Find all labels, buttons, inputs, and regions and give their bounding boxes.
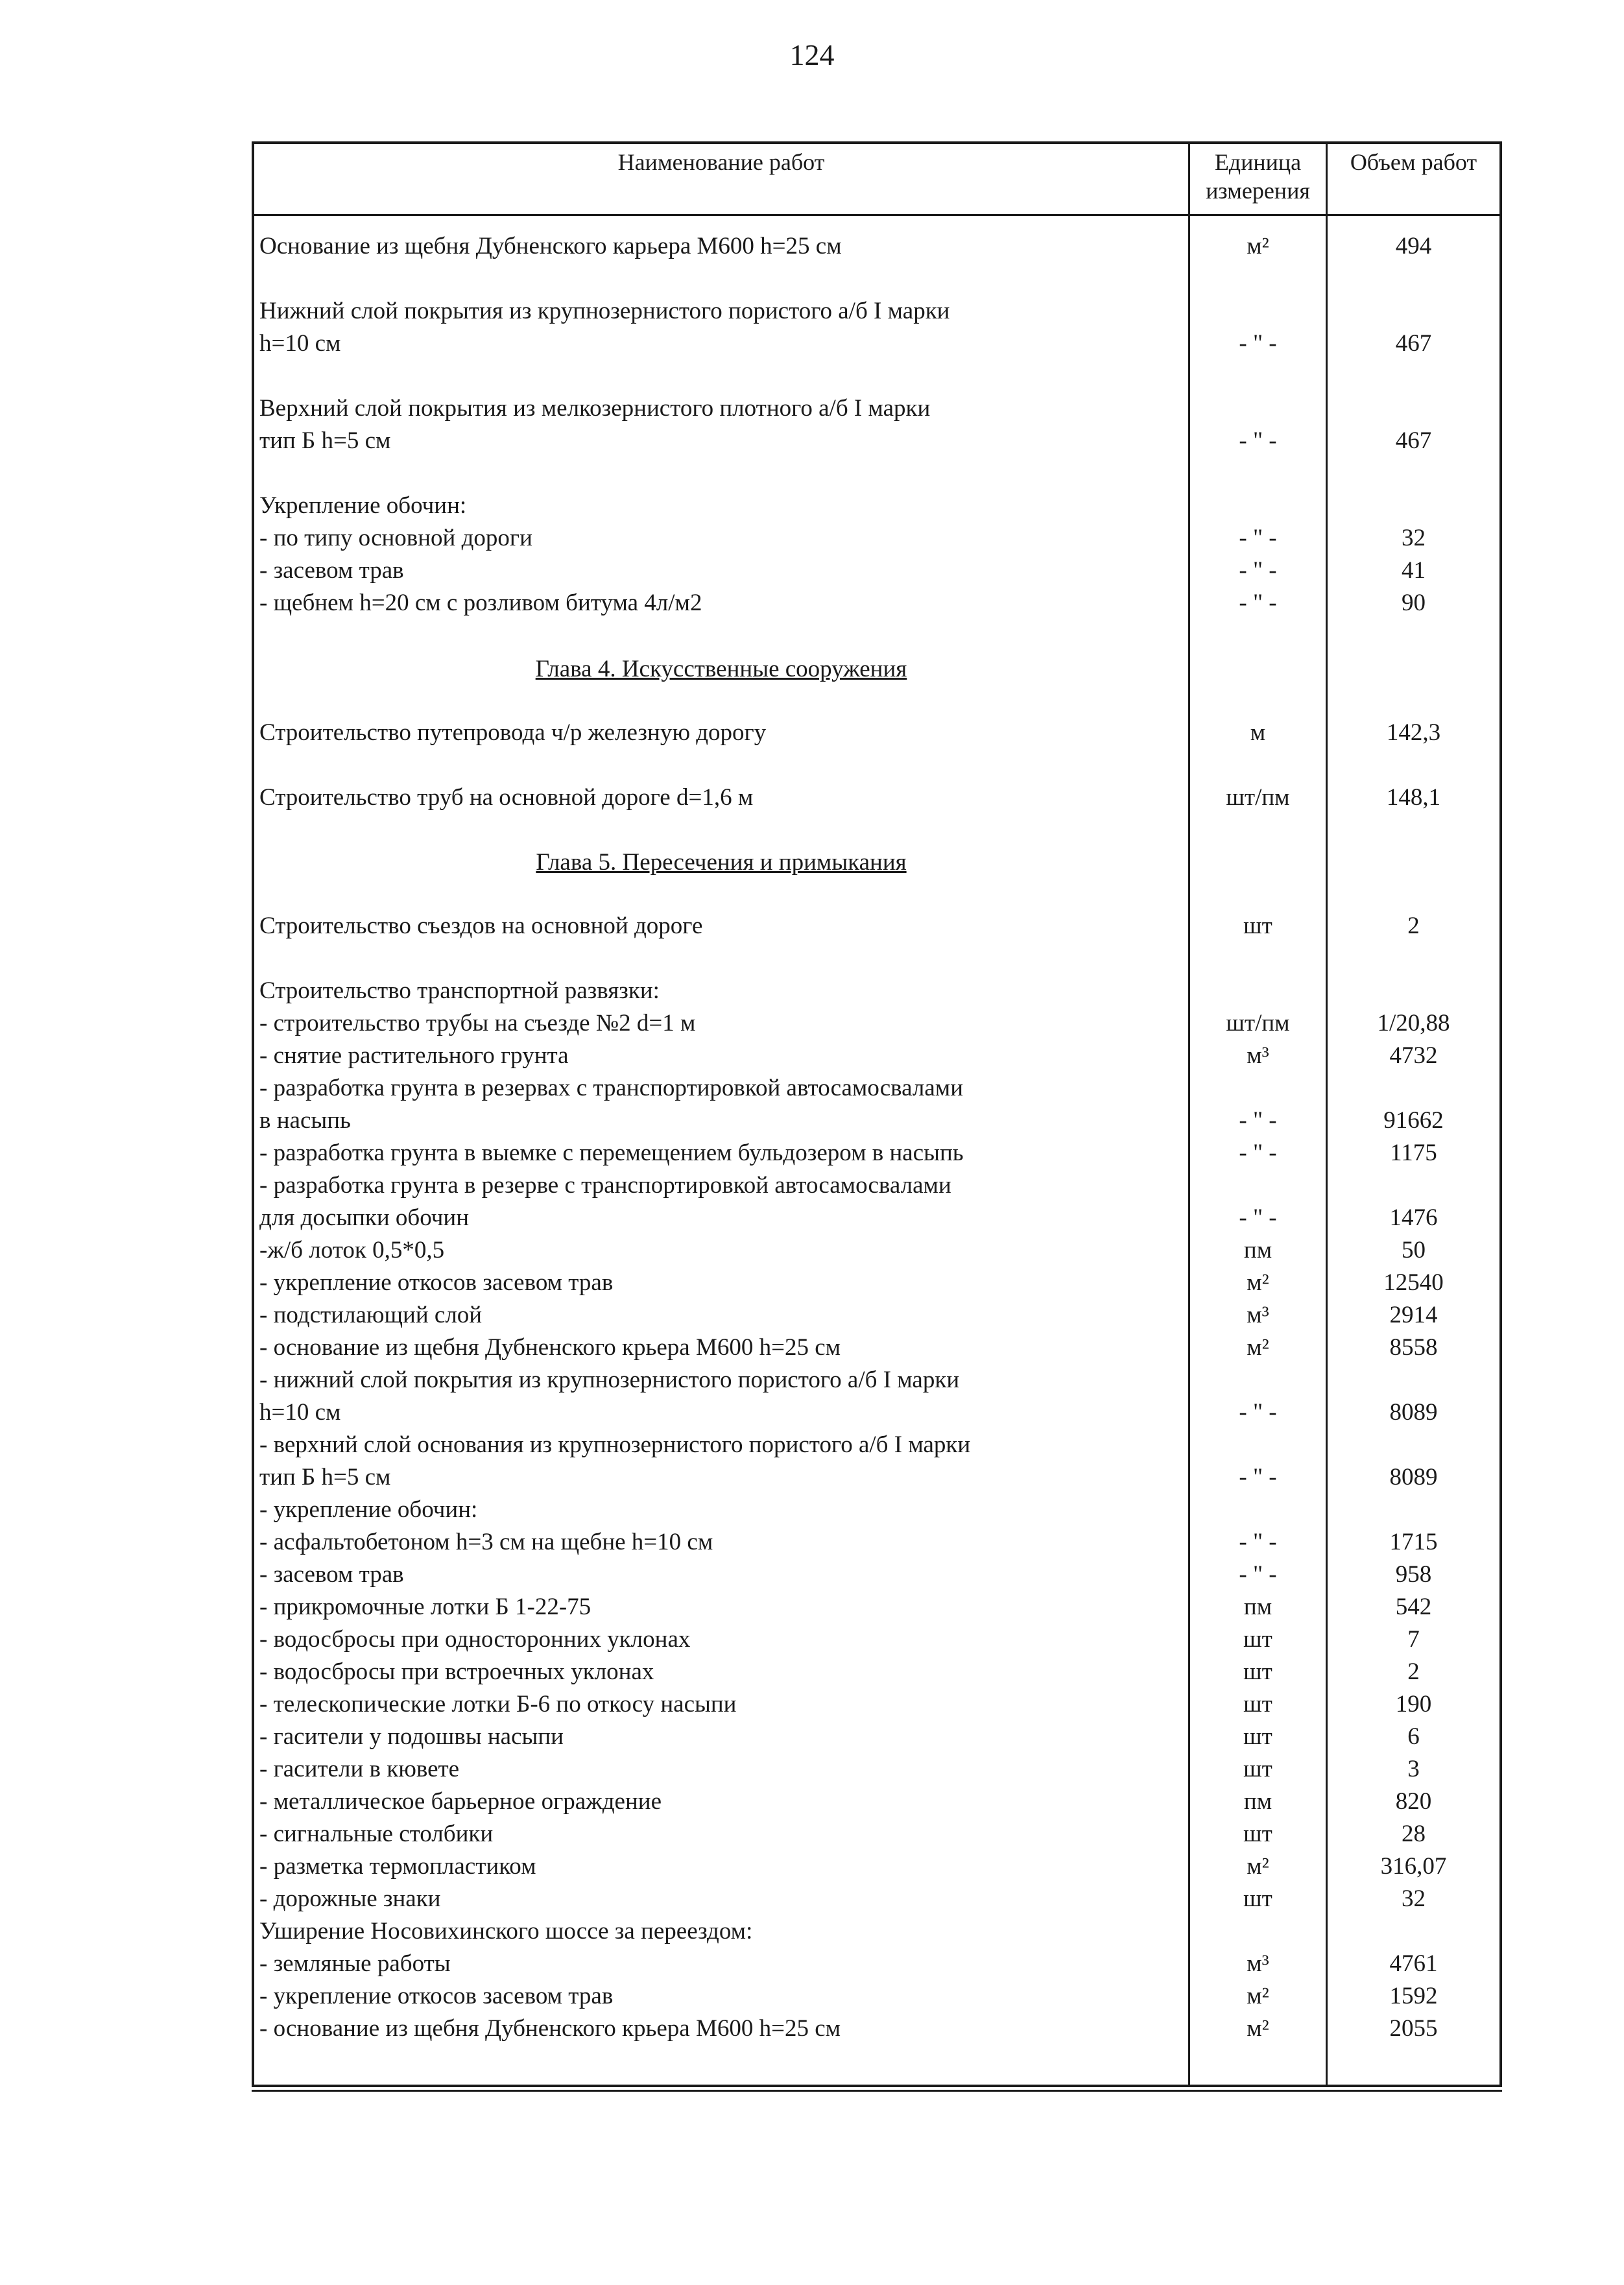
table-row [254,1332,1499,1364]
cell-name: Строительство путепровода ч/р железную дорогу [259,719,767,746]
cell-name: h=10 см [259,1399,341,1426]
cell-name: - разработка грунта в резерве с транспортировкой автосамосвалами [259,1172,951,1199]
cell-volume: 91662 [1383,1107,1444,1134]
table-row [254,555,1499,587]
cell-unit: - " - [1239,1204,1277,1231]
table-row [254,522,1499,555]
cell-name: Глава 5. Пересечения и примыкания [536,849,907,876]
cell-volume: 12540 [1383,1269,1444,1296]
chapter-heading [254,653,1499,686]
cell-volume: 316,07 [1380,1853,1447,1880]
cell-volume: 467 [1395,427,1432,454]
cell-name: - дорожные знаки [259,1885,441,1912]
table-row [254,1072,1499,1105]
cell-unit: м² [1247,1983,1269,2009]
table-row [254,2013,1499,2045]
cell-name: - снятие растительного грунта [259,1042,569,1069]
table-row [254,910,1499,942]
cell-unit: шт [1243,1821,1272,1847]
cell-name: - асфальтобетоном h=3 см на щебне h=10 см [259,1529,713,1555]
cell-unit: шт [1243,1723,1272,1750]
cell-unit: шт [1243,1885,1272,1912]
cell-unit: - " - [1239,427,1277,454]
cell-volume: 4761 [1389,1950,1438,1977]
cell-unit: - " - [1239,590,1277,616]
cell-unit: - " - [1239,1529,1277,1555]
cell-name: тип Б h=5 см [259,1464,391,1490]
cell-name: тип Б h=5 см [259,427,391,454]
cell-volume: 1/20,88 [1377,1010,1450,1036]
table-row [254,587,1499,619]
cell-volume: 90 [1402,590,1426,616]
cell-name: - верхний слой основания из крупнозернистого пористого а/б I марки [259,1431,971,1458]
table-row [254,230,1499,263]
header-name: Наименование работ [617,149,825,175]
cell-volume: 958 [1395,1561,1432,1588]
cell-volume: 1175 [1390,1140,1437,1166]
table-row [254,1591,1499,1623]
table-row [254,1429,1499,1461]
cell-volume: 6 [1407,1723,1420,1750]
table-row [254,1883,1499,1915]
cell-volume: 3 [1407,1756,1420,1782]
cell-name: Строительство съездов на основной дороге [259,913,703,939]
table-row [254,1137,1499,1169]
cell-unit: шт [1243,1626,1272,1653]
cell-name: Нижний слой покрытия из крупнозернистого пористого а/б I марки [259,298,950,324]
header-volume: Объем работ [1350,149,1477,175]
cell-unit: шт [1243,913,1272,939]
cell-name: - основание из щебня Дубненского крьера М600 h=25 см [259,2015,841,2042]
cell-unit: м² [1247,1334,1269,1361]
cell-unit: - " - [1239,1140,1277,1166]
table-row [254,1364,1499,1396]
cell-volume: 148,1 [1386,784,1441,811]
cell-name: в насыпь [259,1107,351,1134]
cell-name: h=10 см [259,330,341,357]
cell-name: Уширение Носовихинского шоссе за переездом: [259,1918,753,1944]
cell-unit: пм [1243,1594,1272,1620]
cell-volume: 2055 [1389,2015,1438,2042]
cell-volume: 467 [1395,330,1432,357]
header-unit: Единица измерения [1206,149,1310,204]
cell-unit: - " - [1239,1561,1277,1588]
table-row [254,1818,1499,1850]
cell-volume: 2 [1407,1658,1420,1685]
table-row [254,1105,1499,1137]
table-row [254,1948,1499,1980]
cell-name: - разметка термопластиком [259,1853,536,1880]
cell-name: - разработка грунта в резервах с транспортировкой автосамосвалами [259,1075,963,1101]
cell-volume: 142,3 [1386,719,1441,746]
table-row [254,975,1499,1007]
table-row [254,1461,1499,1494]
works-table [252,141,1502,2087]
table-row [254,1721,1499,1753]
table-row [254,1396,1499,1429]
cell-name: Верхний слой покрытия из мелкозернистого плотного а/б I марки [259,395,931,422]
cell-name: Строительство транспортной развязки: [259,977,660,1004]
table-row [254,1267,1499,1299]
cell-unit: шт [1243,1691,1272,1717]
cell-name: - щебнем h=20 см с розливом битума 4л/м2 [259,590,702,616]
cell-volume: 4732 [1389,1042,1438,1069]
table-row [254,1007,1499,1040]
table-row [254,1202,1499,1234]
cell-volume: 8089 [1389,1464,1438,1490]
table-row [254,1753,1499,1786]
cell-unit: шт/пм [1226,1010,1290,1036]
cell-volume: 820 [1395,1788,1432,1815]
chapter-heading [254,846,1499,879]
cell-unit: - " - [1239,557,1277,584]
cell-unit: м² [1247,233,1269,259]
cell-name: - засевом трав [259,1561,404,1588]
cell-volume: 8089 [1389,1399,1438,1426]
cell-volume: 494 [1395,233,1432,259]
table-row [254,490,1499,522]
cell-unit: - " - [1239,525,1277,551]
cell-name: Глава 4. Искусственные сооружения [535,656,907,682]
cell-unit: пм [1243,1237,1272,1263]
cell-volume: 542 [1395,1594,1432,1620]
cell-unit: - " - [1239,1107,1277,1134]
table-row [254,1299,1499,1332]
cell-name: - укрепление откосов засевом трав [259,1269,614,1296]
cell-volume: 28 [1402,1821,1426,1847]
cell-name: - строительство трубы на съезде №2 d=1 м [259,1010,696,1036]
table-row [254,1850,1499,1883]
cell-volume: 41 [1402,557,1426,584]
cell-name: - по типу основной дороги [259,525,532,551]
cell-unit: пм [1243,1788,1272,1815]
table-row [254,1980,1499,2013]
table-row [254,1040,1499,1072]
table-row [254,295,1499,328]
cell-name: Укрепление обочин: [259,492,467,519]
cell-volume: 190 [1395,1691,1432,1717]
table-row [254,1526,1499,1559]
cell-name: - укрепление откосов засевом трав [259,1983,614,2009]
cell-unit: м² [1247,1269,1269,1296]
cell-volume: 1476 [1389,1204,1438,1231]
cell-unit: - " - [1239,1399,1277,1426]
cell-name: для досыпки обочин [259,1204,469,1231]
page-number: 124 [789,38,835,71]
cell-name: - гасители у подошвы насыпи [259,1723,564,1750]
bottom-rule [252,2090,1502,2092]
table-row [254,1169,1499,1202]
table-row [254,717,1499,749]
table-row [254,1559,1499,1591]
cell-unit: м² [1247,1853,1269,1880]
cell-name: - засевом трав [259,557,404,584]
cell-name: - разработка грунта в выемке с перемещением бульдозером в насыпь [259,1140,964,1166]
cell-name: - укрепление обочин: [259,1496,478,1523]
cell-volume: 2 [1407,913,1420,939]
header-divider [254,214,1499,216]
table-row [254,392,1499,425]
cell-volume: 50 [1402,1237,1426,1263]
cell-name: - металлическое барьерное ограждение [259,1788,662,1815]
cell-name: - сигнальные столбики [259,1821,494,1847]
table-row [254,1656,1499,1688]
table-row [254,328,1499,360]
cell-unit: шт [1243,1756,1272,1782]
cell-unit: м² [1247,2015,1269,2042]
table-row [254,1688,1499,1721]
cell-volume: 1592 [1389,1983,1438,2009]
table-row [254,1234,1499,1267]
cell-volume: 8558 [1389,1334,1438,1361]
cell-name: - нижний слой покрытия из крупнозернистого пористого а/б I марки [259,1367,960,1393]
cell-unit: шт/пм [1226,784,1290,811]
cell-unit: м³ [1247,1950,1269,1977]
cell-name: - подстилающий слой [259,1302,483,1328]
cell-name: Строительство труб на основной дороге d=1,6 м [259,784,754,811]
cell-name: - водосбросы при встроечных уклонах [259,1658,654,1685]
cell-volume: 2914 [1389,1302,1438,1328]
table-row [254,1915,1499,1948]
cell-unit: - " - [1239,1464,1277,1490]
cell-volume: 32 [1402,1885,1426,1912]
cell-unit: м³ [1247,1042,1269,1069]
cell-name: - основание из щебня Дубненского крьера М600 h=25 см [259,1334,841,1361]
cell-name: - водосбросы при односторонних уклонах [259,1626,691,1653]
cell-volume: 1715 [1389,1529,1438,1555]
cell-volume: 7 [1407,1626,1420,1653]
table-row [254,1623,1499,1656]
table-row [254,425,1499,457]
cell-name: Основание из щебня Дубненского карьера М600 h=25 см [259,233,842,259]
table-row [254,1494,1499,1526]
cell-unit: м [1250,719,1266,746]
cell-unit: - " - [1239,330,1277,357]
table-row [254,1786,1499,1818]
cell-unit: шт [1243,1658,1272,1685]
table-row [254,782,1499,814]
cell-name: - земляные работы [259,1950,451,1977]
cell-name: - гасители в кювете [259,1756,460,1782]
cell-unit: м³ [1247,1302,1269,1328]
cell-name: -ж/б лоток 0,5*0,5 [259,1237,445,1263]
cell-name: - телескопические лотки Б-6 по откосу насыпи [259,1691,737,1717]
cell-volume: 32 [1402,525,1426,551]
cell-name: - прикромочные лотки Б 1-22-75 [259,1594,591,1620]
